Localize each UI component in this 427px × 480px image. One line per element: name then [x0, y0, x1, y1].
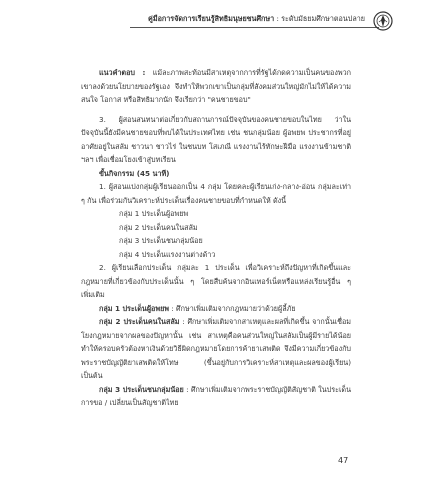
group-2-detail — [81, 315, 351, 383]
group-3-label: กลุ่ม 3 ประเด็นชนกลุ่มน้อย — [99, 384, 184, 394]
group-1-label: กลุ่ม 1 ประเด็นผู้อพยพ — [99, 303, 170, 313]
guide-answer-label: แนวคำตอบ : — [99, 68, 146, 77]
activity-heading: ขั้นกิจกรรม (45 นาที) — [99, 168, 170, 178]
step-3-paragraph: 3. ผู้สอนสนทนาต่อเกี่ยวกับสถานการณ์ปัจจุบันของคนชายขอบในไทย ว่าในปัจจุบันนี้ยังมีคนชายขอบที่พบได้ในประเทศไทย เช่น ชนกลุ่มน้อย ผู้อพยพ ประชากรที่อยู่อาศัยอยู่ในสลัม ชาวนา ชาวไร่ ในชนบท โสเภณี แรงงานไร้ทักษะฝีมือ แรงงานข้ามชาติ ฯลฯ เพื่อเชื่อมโยงเข้าสู่บทเรียน — [81, 114, 351, 164]
group-item-4: กลุ่ม 4 ประเด็นแรงงานต่างด้าว — [119, 249, 216, 259]
header-title-bold: คู่มือการจัดการเรียนรู้สิทธิมนุษยชนศึกษา — [148, 14, 275, 23]
group-2-label: กลุ่ม 2 ประเด็นคนในสลัม — [99, 317, 180, 326]
header-rule — [130, 27, 379, 28]
group-1-detail — [81, 302, 351, 316]
guide-answer-paragraph — [81, 66, 351, 107]
header-title — [148, 14, 365, 25]
group-item-3: กลุ่ม 3 ประเด็นชนกลุ่มน้อย — [119, 236, 203, 245]
group-2-text: : ศึกษาเพิ่มเติมจากสาเหตุและผลที่เกิดขึ้น จากนั้นเชื่อมโยงกฎหมายจากผลของปัญหานั้น เช่น สาเหตุคือคนส่วนใหญ่ในสลัมเป็นผู้มีรายได้น้อย ทำให้ครอบครัวต้องหาเงินด้วยวิธีผิดกฎหมายโดยการค้ายาเสพติด จึงมีความเกี่ยวข้องกับพระราชบัญญัติยาเสพติดให้โทษ (ขึ้นอยู่กับการวิเคราะห์สาเหตุและผลของผู้เรียน) เป็นต้น — [81, 317, 352, 380]
page-header — [0, 10, 427, 32]
activity-step-1: 1. ผู้สอนแบ่งกลุ่มผู้เรียนออกเป็น 4 กลุ่ม โดยคละผู้เรียนเก่ง-กลาง-อ่อน กลุ่มละเท่า ๆ กัน เพื่อร่วมกันวิเคราะห์ประเด็นเรื่องคนชายขอบที่กำหนดให้ ดังนี้ — [81, 182, 351, 205]
group-3-text: : ศึกษาเพิ่มเติมจากพระราชบัญญัติสัญชาติ ในประเด็นการขอ / เปลี่ยนเป็นสัญชาติไทย — [81, 384, 351, 407]
header-title-rest: : ระดับมัธยมศึกษาตอนปลาย — [274, 14, 365, 23]
group-item-1: กลุ่ม 1 ประเด็นผู้อพยพ — [119, 209, 189, 218]
group-1-text: : ศึกษาเพิ่มเติมจากกฎหมายว่าด้วยผู้ลี้ภัย — [169, 303, 296, 313]
group-item-2: กลุ่ม 2 ประเด็นคนในสลัม — [119, 222, 198, 232]
guide-answer-text: แม้ละภาพสะท้อนมีสาเหตุจากการที่รัฐได้กดความเป็นคนของพวกเขาลงด้วยนโยบายของรัฐเอง จึงทำให้พวกเขาเป็นกลุ่มที่สังคมส่วนใหญ่มักไม่ให้ได้ความสนใจ โอกาส หรือสิทธิมากนัก จึงเรียกว่า "คนชายขอบ" — [81, 68, 351, 104]
group-3-detail — [81, 383, 351, 410]
institution-seal-icon — [373, 11, 393, 31]
document-body — [81, 66, 351, 410]
page-number: 47 — [338, 456, 349, 465]
activity-step-2: 2. ผู้เรียนเลือกประเด็น กลุ่มละ 1 ประเด็น เพื่อวิเคราะห์ถึงปัญหาที่เกิดขึ้นและกฎหมายที่เกี่ยวข้องกับประเด็นนั้น ๆ โดยสืบค้นจากอินเทอร์เน็ตหรือแหล่งเรียนรู้อื่น ๆ เพิ่มเติม — [81, 263, 351, 299]
